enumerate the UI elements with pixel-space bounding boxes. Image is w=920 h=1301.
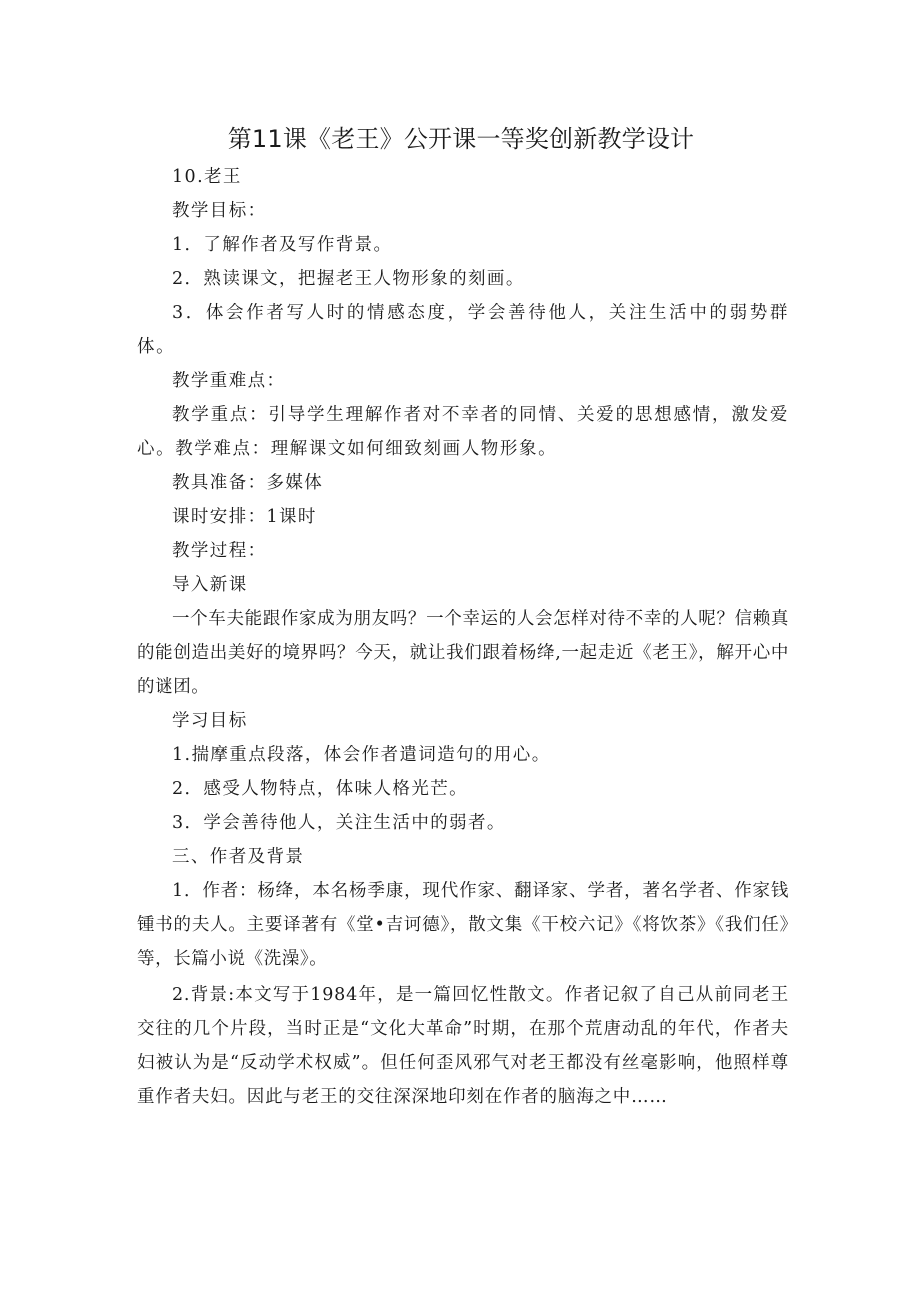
teaching-goal-2: 2．熟读课文，把握老王人物形象的刻画。 [172, 269, 525, 289]
teaching-process-heading: 教学过程： [172, 541, 267, 561]
background-text: 2.背景:本文写于1984年，是一篇回忆性散文。作者记叙了自己从前同老王交往的几个片段，当时正是“文化大革命”时期，在那个荒唐动乱的年代，作者夫妇被认为是“反动学术权威”。但任何歪风邪气对老王都没有丝毫影响，他照样尊重作者夫妇。因此与老王的交往深深地印刻在作者的脑海之中…… [137, 985, 789, 1107]
learning-goal-3: 3．学会善待他人，关注生活中的弱者。 [172, 813, 506, 833]
teaching-aids: 教具准备：多媒体 [172, 473, 324, 493]
document-page [137, 118, 789, 1114]
lesson-heading: 10.老王 [172, 167, 242, 187]
class-hours: 课时安排：1课时 [172, 507, 317, 527]
learning-goals-heading: 学习目标 [172, 711, 248, 731]
learning-goal-1: 1.揣摩重点段落，体会作者遣词造句的用心。 [172, 745, 551, 765]
intro-text: 一个车夫能跟作家成为朋友吗？一个幸运的人会怎样对待不幸的人呢？信赖真的能创造出美好的境界吗？今天，就让我们跟着杨绛,一起走近《老王》，解开心中的谜团。 [137, 609, 789, 697]
key-points-text: 教学重点：引导学生理解作者对不幸者的同情、关爱的思想感情，激发爱心。教学难点：理解课文如何细致刻画人物形象。 [137, 405, 789, 459]
document-title: 第11课《老王》公开课一等奖创新教学设计 [227, 125, 695, 153]
document-body [137, 160, 789, 1114]
teaching-goals-heading: 教学目标： [172, 201, 267, 221]
teaching-goal-3: 3．体会作者写人时的情感态度，学会善待他人，关注生活中的弱势群体。 [137, 303, 789, 357]
teaching-goal-1: 1．了解作者及写作背景。 [172, 235, 393, 255]
learning-goal-2: 2．感受人物特点，体味人格光芒。 [172, 779, 469, 799]
intro-heading: 导入新课 [172, 575, 248, 595]
author-text: 1．作者：杨绛，本名杨季康，现代作家、翻译家、学者，著名学者、作家钱锺书的夫人。主要译著有《堂•吉诃德》，散文集《干校六记》《将饮茶》《我们任》等，长篇小说《洗澡》。 [137, 881, 789, 969]
key-points-heading: 教学重难点： [172, 371, 286, 391]
author-background-heading: 三、作者及背景 [172, 847, 305, 867]
